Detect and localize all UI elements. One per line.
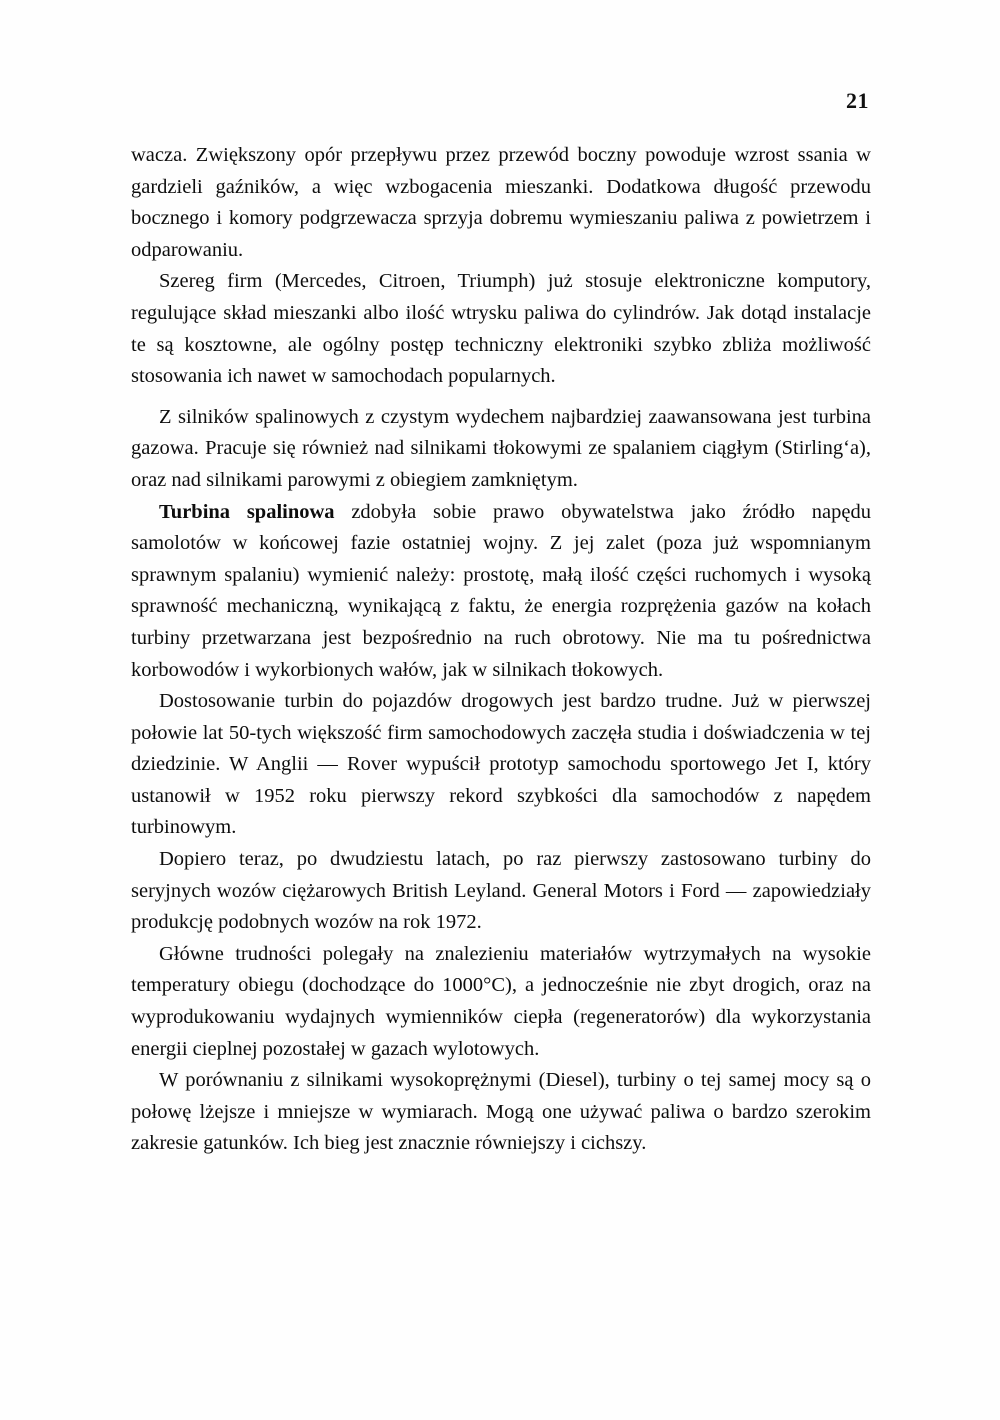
paragraph-4-lead: Turbina spalinowa: [159, 500, 335, 523]
paragraph-6: [131, 844, 871, 939]
paragraph-2: [131, 266, 871, 392]
paragraph-1-text: wacza. Zwiększony opór przepływu przez przewód boczny powoduje wzrost ssania w gardzieli gaźników, a więc wzbogacenia mieszanki. Dodatkowa długość przewodu bocznego i komory podgrzewacza sprzyja dobremu wymieszaniu paliwa z powietrzem i odparowaniu.: [131, 144, 871, 261]
body-text-column: [131, 140, 871, 1160]
paragraph-7: [131, 939, 871, 1065]
paragraph-7-text: Główne trudności polegały na znalezieniu materiałów wytrzymałych na wysokie temperatury obiegu (dochodzące do 1000°C), a jednocześnie nie zbyt drogich, oraz na wyprodukowaniu wydajnych wymienników ciepła (regeneratorów) dla wykorzystania energii cieplnej pozostałej w gazach wylotowych.: [131, 942, 871, 1060]
paragraph-8: [131, 1065, 871, 1160]
paragraph-4-text: zdobyła sobie prawo obywatelstwa jako źródło napędu samolotów w końcowej fazie ostatniej wojny. Z jej zalet (poza już wspomnianym sprawnym spalaniu) wymienić należy: prostotę, małą ilość części ruchomych i wysoką sprawność mechaniczną, wynikającą z faktu, że energia rozprężenia gazów na kołach turbiny przetwarzana jest bezpośrednio na ruch obrotowy. Nie ma tu pośrednictwa korbowodów i wykorbionych wałów, jak w silnikach tłokowych.: [131, 500, 871, 681]
paragraph-2-text: Szereg firm (Mercedes, Citroen, Triumph) już stosuje elektroniczne komputory, regulujące skład mieszanki albo ilość wtrysku paliwa do cylindrów. Jak dotąd instalacje te są kosztowne, ale ogólny postęp techniczny elektroniki szybko zbliża możliwość stosowania ich nawet w samochodach popularnych.: [131, 270, 871, 388]
paragraph-1: [131, 140, 871, 266]
paragraph-8-text: W porównaniu z silnikami wysokoprężnymi (Diesel), turbiny o tej samej mocy są o połowę lżejsze i mniejsze w wymiarach. Mogą one używać paliwa o bardzo szerokim zakresie gatunków. Ich bieg jest znacznie równiejszy i cichszy.: [131, 1069, 871, 1155]
page-number: 21: [846, 88, 869, 113]
paragraph-3-text: Z silników spalinowych z czystym wydechem najbardziej zaawansowana jest turbina gazowa. Pracuje się również nad silnikami tłokowymi ze spalaniem ciągłym (Stirling‘a), oraz nad silnikami parowymi z obiegiem zamkniętym.: [131, 405, 871, 491]
paragraph-5-text: Dostosowanie turbin do pojazdów drogowych jest bardzo trudne. Już w pierwszej połowie lat 50-tych większość firm samochodowych zaczęła studia i doświadczenia w tej dziedzinie. W Anglii — Rover wypuścił prototyp samochodu sportowego Jet I, który ustanowił w 1952 roku pierwszy rekord szybkości dla samochodów z napędem turbinowym.: [131, 690, 871, 839]
paragraph-6-text: Dopiero teraz, po dwudziestu latach, po raz pierwszy zastosowano turbiny do seryjnych wozów ciężarowych British Leyland. General Motors i Ford — zapowiedziały produkcję podobnych wozów na rok 1972.: [131, 848, 871, 934]
paragraph-5: [131, 686, 871, 844]
paragraph-4: [131, 497, 871, 687]
paragraph-3: [131, 402, 871, 497]
